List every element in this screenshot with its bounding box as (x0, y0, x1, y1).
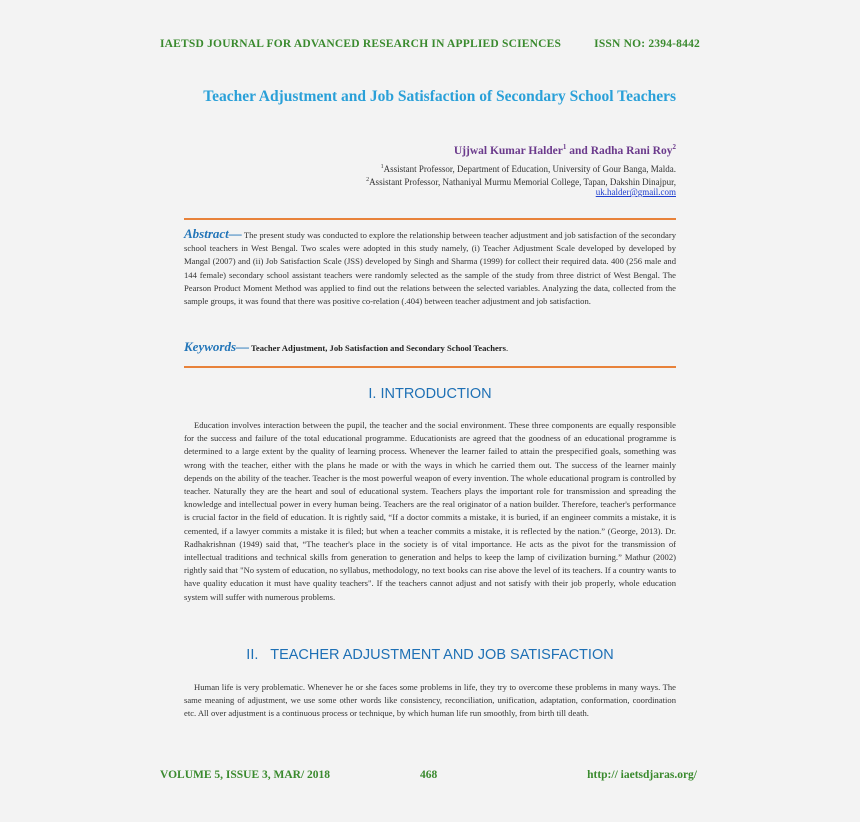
affiliation-1-text: Assistant Professor, Department of Education, University of Gour Banga, Malda. (383, 164, 676, 174)
author-2: Radha Rani Roy (590, 144, 673, 157)
footer-page-number: 468 (420, 769, 438, 781)
section-1-body (184, 419, 676, 604)
abstract-label: Abstract— (184, 226, 242, 241)
section-1-heading: I. INTRODUCTION (368, 386, 492, 402)
footer-url-link[interactable]: http:// iaetsdjaras.org/ (587, 769, 697, 781)
abstract-text: The present study was conducted to explore the relationship between teacher adjustment and job satisfaction of the secondary school teachers in West Bengal. Two scales were adopted in this study namely, (i) Teacher Adjustment Scale developed by developed by Mangal (2007) and (ii) Job Satisfaction Scale (JSS) developed by Singh and Sharma (1999) for collect their required data. 400 (256 male and 144 female) secondary school assistant teachers were randomly selected as the sample of the study from three district of West Bengal. The Pearson Product Moment Method was applied to find out the relations between the selected variables. Analyzing the data, collected from the sample groups, it was found that there was positive co-relation (.404) between teacher adjustment and job satisfaction. (184, 230, 676, 307)
keywords-bottom-rule (184, 366, 676, 368)
section-2-heading: II. TEACHER ADJUSTMENT AND JOB SATISFACTION (246, 647, 614, 663)
section-1-paragraph: Education involves interaction between the pupil, the teacher and the social environment. These three components are equally responsible for the success and failure of the total educational programme. Educationists are agreed that the goodness of an educational programme is determined to a large extent by the quality of learning process. Whenever the learner failed to attain the prespecified goals, something was wrong with the teacher, either with the plans he made or with the ways in which he carried them out. The success of the learner mainly depends on the ability of the teacher. Teacher is the most powerful weapon of every invention. The whole educational program is controlled by teacher. Naturally they are the heart and soul of educational system. Teachers plays the important role for transmission and spreading the knowledge and intellectual power in every human being. Teachers are the real originator of a nation builder. Therefore, teacher's performance is crucial factor in the field of education. It is rightly said, “If a doctor commits a mistake, it is buried, if an engineer commits a mistake, it is cemented, if a lawyer commits a mistake it is filed; but when a teacher commits a mistake, it is reflected by the nation.” (George, 2013). Dr. Radhakrishnan (1949) said that, “The teacher's place in the society is of vital importance. He acts as the pivot for the transmission of intellectual traditions and technical skills from generation to generation and helps to keep the lamp of civilization burning.” Mathur (2002) rightly said that "No system of education, no syllabus, methodology, no text books can rise above the level of its teachers. If a country wants to have quality education it must have quality teachers". If the teachers cannot adjust and not satisfy with their job properly, whole education system will suffer with numerous problems. (184, 420, 676, 602)
footer-volume: VOLUME 5, ISSUE 3, MAR/ 2018 (160, 769, 331, 781)
author-2-sup: 2 (672, 143, 676, 151)
affiliation-1-sup: 1 (380, 164, 384, 170)
affiliation-2-text: Assistant Professor, Nathaniyal Murmu Memorial College, Tapan, Dakshin Dinajpur, (369, 177, 676, 187)
abstract-top-rule (184, 218, 676, 220)
keywords-period: . (505, 343, 509, 353)
issn-number: ISSN NO: 2394-8442 (594, 38, 700, 50)
author-1-sup: 1 (562, 143, 567, 151)
section-2-paragraph: Human life is very problematic. Whenever he or she faces some problems in life, they try to overcome these problems in many ways. The same meaning of adjustment, we use some other words like consistency, reconciliation, unification, adaptation, conformation, coordination etc. All over adjustment is a continuous process or technique, by which human life run smoothly, from birth till death. (184, 682, 676, 719)
keywords-block (184, 339, 676, 355)
author-1: Ujjwal Kumar Halder (453, 144, 563, 157)
abstract-block (184, 227, 676, 308)
author-list (300, 143, 676, 157)
author-email-link[interactable]: uk.halder@gmail.com (595, 187, 676, 197)
paper-title: Teacher Adjustment and Job Satisfaction of Secondary School Teachers (203, 88, 676, 105)
author-conjunction: and (566, 144, 591, 157)
affiliation-2-sup: 2 (366, 177, 370, 183)
journal-name: IAETSD JOURNAL FOR ADVANCED RESEARCH IN APPLIED SCIENCES (160, 38, 562, 50)
keywords-text: Teacher Adjustment, Job Satisfaction and Secondary School Teachers (249, 343, 506, 353)
section-2-body (184, 681, 676, 721)
keywords-label: Keywords— (184, 339, 249, 354)
